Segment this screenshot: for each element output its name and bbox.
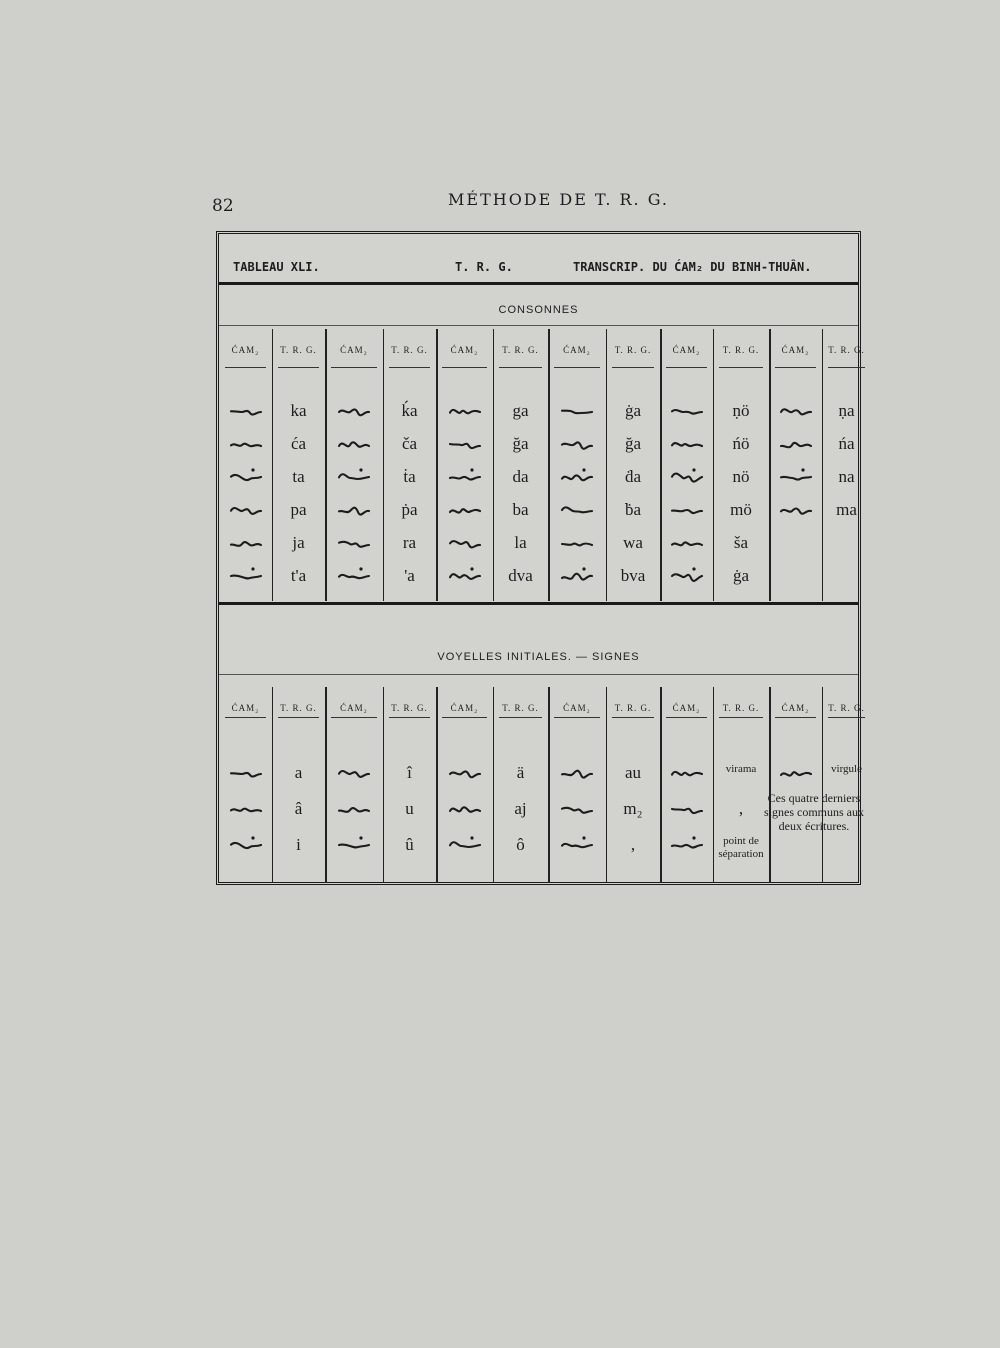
- cham-glyph-icon: [548, 399, 606, 422]
- trg-column: [606, 329, 660, 601]
- transcription-cell: da: [512, 467, 529, 486]
- cham-column-header: ĆAM₂: [781, 345, 810, 355]
- column-header-rule: [331, 367, 377, 368]
- transcription-cell: virgule: [831, 763, 862, 775]
- cham-glyph-icon: [436, 498, 493, 521]
- transcription-cell: ḋa: [624, 467, 642, 486]
- column-header-rule: [442, 367, 487, 368]
- cham-column-header: ĆAM₂: [340, 345, 368, 355]
- voyelles-heading: VOYELLES INITIALES. — SIGNES: [437, 651, 640, 663]
- cham-glyph-icon: [325, 531, 383, 554]
- transcription-cell: nö: [732, 467, 750, 486]
- column-header-rule: [719, 367, 763, 368]
- trg-column-header: T. R. G.: [391, 703, 428, 713]
- cham-glyph-icon: [325, 432, 383, 455]
- transcription-cell: ṇö: [732, 401, 750, 420]
- trg-column-header: T. R. G.: [614, 345, 652, 355]
- page-number: 82: [212, 196, 234, 216]
- tableau-header: [219, 234, 858, 285]
- cham-column: [769, 687, 822, 883]
- cham-column-header: ĆAM₂: [781, 703, 810, 713]
- transcription-cell: ča: [401, 434, 418, 453]
- transcription-cell: â: [294, 799, 303, 818]
- cham-column: [660, 329, 713, 601]
- cham-glyph-icon: [769, 498, 822, 521]
- column-header-rule: [666, 367, 707, 368]
- cham-column: [548, 329, 606, 601]
- transcription-cell: ńa: [838, 434, 855, 453]
- cham-column: [660, 687, 713, 883]
- cham-column-header: ĆAM₂: [563, 345, 591, 355]
- cham-glyph-icon: [769, 399, 822, 422]
- cham-column-header: ĆAM₂: [672, 703, 701, 713]
- cham-glyph-icon: [436, 564, 493, 587]
- transcription-cell: ṫa: [403, 467, 416, 486]
- trg-column: [822, 329, 871, 601]
- cham-glyph-icon: [548, 465, 606, 488]
- column-header-rule: [499, 717, 542, 718]
- cham-column-header: ĆAM₂: [340, 703, 368, 713]
- tableau-title: TABLEAU XLI.: [233, 260, 320, 274]
- column-header-rule: [389, 717, 430, 718]
- trg-column: [383, 329, 436, 601]
- trg-column: [493, 329, 548, 601]
- transcription-cell: ğa: [512, 434, 529, 453]
- cham-glyph-icon: [548, 564, 606, 587]
- column-header-rule: [612, 717, 654, 718]
- cham-glyph-icon: [219, 432, 272, 455]
- cham-glyph-icon: [548, 833, 606, 856]
- cham-column: [436, 687, 493, 883]
- transcription-cell: ḱa: [401, 401, 418, 420]
- cham-glyph-icon: [769, 761, 822, 784]
- column-header-rule: [612, 367, 654, 368]
- tableau-xli: [216, 231, 865, 885]
- voyelles-block: [219, 687, 865, 883]
- cham-column: [219, 687, 272, 883]
- trg-column: [272, 329, 325, 601]
- column-header-rule: [719, 717, 763, 718]
- transcription-cell: t'a: [290, 566, 307, 585]
- cham-glyph-icon: [660, 531, 713, 554]
- cham-glyph-icon: [436, 399, 493, 422]
- cham-glyph-icon: [660, 498, 713, 521]
- cham-glyph-icon: [219, 564, 272, 587]
- trg-column-header: T. R. G.: [722, 703, 760, 713]
- transcription-cell: ṗa: [401, 500, 418, 519]
- cham-column: [436, 329, 493, 601]
- cham-glyph-icon: [660, 564, 713, 587]
- transcription-cell: ša: [733, 533, 749, 552]
- cham-glyph-icon: [548, 498, 606, 521]
- cham-glyph-icon: [219, 797, 272, 820]
- cham-glyph-icon: [219, 761, 272, 784]
- cham-glyph-icon: [548, 761, 606, 784]
- cham-glyph-icon: [325, 761, 383, 784]
- column-header-rule: [499, 367, 542, 368]
- trg-column: [383, 687, 436, 883]
- cham-glyph-icon: [660, 833, 713, 856]
- transcription-cell: ra: [402, 533, 417, 552]
- cham-glyph-icon: [660, 797, 713, 820]
- cham-column: [769, 329, 822, 601]
- column-header-rule: [278, 367, 319, 368]
- transcription-cell: ta: [292, 467, 305, 486]
- running-head: MÉTHODE DE T. R. G.: [448, 190, 669, 209]
- cham-glyph-icon: [219, 531, 272, 554]
- section-divider: [219, 602, 858, 605]
- cham-column-header: ĆAM₂: [450, 703, 479, 713]
- trg-column-header: T. R. G.: [280, 345, 317, 355]
- consonnes-rule: [219, 325, 858, 326]
- column-header-rule: [225, 367, 266, 368]
- transcription-cell: aj: [514, 799, 527, 818]
- transcription-cell: ma: [836, 500, 857, 519]
- transcription-cell: dva: [508, 566, 533, 585]
- cham-column-header: ĆAM₂: [672, 345, 701, 355]
- transcription-cell: ,: [738, 799, 744, 818]
- cham-glyph-icon: [769, 432, 822, 455]
- tableau-method: T. R. G.: [455, 260, 513, 274]
- trg-column-header: T. R. G.: [828, 345, 865, 355]
- cham-column-header: ĆAM₂: [563, 703, 591, 713]
- cham-glyph-icon: [548, 531, 606, 554]
- trg-column: [713, 329, 769, 601]
- transcription-cell: ä: [516, 763, 525, 782]
- cham-glyph-icon: [660, 465, 713, 488]
- transcription-cell: ġa: [732, 566, 750, 585]
- cham-glyph-icon: [325, 399, 383, 422]
- cham-glyph-icon: [436, 833, 493, 856]
- transcription-cell: ḃa: [624, 500, 642, 519]
- cham-glyph-icon: [436, 432, 493, 455]
- transcription-cell: au: [624, 763, 642, 782]
- consonnes-heading: CONSONNES: [498, 304, 579, 316]
- column-header-rule: [775, 717, 816, 718]
- transcription-cell: pa: [290, 500, 307, 519]
- column-header-rule: [554, 367, 600, 368]
- cham-column-header: ĆAM₂: [231, 345, 260, 355]
- cham-glyph-icon: [219, 399, 272, 422]
- transcription-cell: bva: [620, 566, 646, 585]
- transcription-cell: ka: [290, 401, 307, 420]
- trg-column-header: T. R. G.: [280, 703, 317, 713]
- transcription-cell: i: [296, 835, 301, 854]
- cham-glyph-icon: [436, 465, 493, 488]
- transcription-cell: ġa: [624, 401, 642, 420]
- transcription-cell: ga: [512, 401, 529, 420]
- transcription-cell: u: [405, 799, 414, 818]
- transcription-cell: î: [407, 763, 412, 782]
- column-header-rule: [442, 717, 487, 718]
- cham-glyph-icon: [436, 797, 493, 820]
- transcription-cell: ńö: [732, 434, 750, 453]
- cham-column-header: ĆAM₂: [231, 703, 260, 713]
- cham-column-header: ĆAM₂: [450, 345, 479, 355]
- cham-glyph-icon: [219, 498, 272, 521]
- cham-glyph-icon: [219, 465, 272, 488]
- cham-glyph-icon: [219, 833, 272, 856]
- transcription-cell: point de séparation: [718, 835, 764, 860]
- column-header-rule: [278, 717, 319, 718]
- column-header-rule: [554, 717, 600, 718]
- transcription-cell: ô: [516, 835, 525, 854]
- cham-glyph-icon: [660, 432, 713, 455]
- cham-glyph-icon: [548, 797, 606, 820]
- transcription-cell: m₂: [623, 799, 643, 818]
- transcription-cell: mö: [730, 500, 752, 519]
- transcription-cell: ba: [512, 500, 529, 519]
- column-header-rule: [828, 717, 865, 718]
- cham-glyph-icon: [660, 399, 713, 422]
- transcription-cell: ,: [630, 835, 636, 854]
- cham-glyph-icon: [325, 564, 383, 587]
- trg-column: [606, 687, 660, 883]
- trg-column-header: T. R. G.: [828, 703, 865, 713]
- trg-column-header: T. R. G.: [502, 703, 539, 713]
- cham-glyph-icon: [548, 432, 606, 455]
- transcription-cell: a: [294, 763, 303, 782]
- transcription-cell: virama: [725, 763, 757, 775]
- cham-column: [219, 329, 272, 601]
- transcription-cell: ja: [292, 533, 305, 552]
- common-signs-note: Ces quatre derniers signes communs aux deux écritures.: [764, 791, 864, 833]
- cham-glyph-icon: [325, 498, 383, 521]
- column-header-rule: [775, 367, 816, 368]
- cham-glyph-icon: [769, 465, 822, 488]
- cham-glyph-icon: [325, 797, 383, 820]
- transcription-cell: la: [514, 533, 527, 552]
- column-header-rule: [331, 717, 377, 718]
- transcription-cell: na: [838, 467, 855, 486]
- tableau-subject: TRANSCRIP. DU ĆAM₂ DU BINH-THUÂN.: [573, 260, 812, 274]
- cham-glyph-icon: [436, 531, 493, 554]
- column-header-rule: [389, 367, 430, 368]
- trg-column-header: T. R. G.: [722, 345, 760, 355]
- transcription-cell: ṇa: [838, 401, 855, 420]
- column-header-rule: [225, 717, 266, 718]
- transcription-cell: wa: [623, 533, 643, 552]
- cham-column: [325, 687, 383, 883]
- cham-glyph-icon: [436, 761, 493, 784]
- transcription-cell: ća: [290, 434, 307, 453]
- trg-column-header: T. R. G.: [502, 345, 539, 355]
- trg-column: [272, 687, 325, 883]
- cham-glyph-icon: [325, 833, 383, 856]
- transcription-cell: 'a: [404, 566, 415, 585]
- column-header-rule: [828, 367, 865, 368]
- cham-column: [325, 329, 383, 601]
- trg-column-header: T. R. G.: [391, 345, 428, 355]
- cham-column: [548, 687, 606, 883]
- trg-column: [822, 687, 871, 883]
- column-header-rule: [666, 717, 707, 718]
- voyelles-rule: [219, 674, 858, 675]
- trg-column: [713, 687, 769, 883]
- trg-column-header: T. R. G.: [614, 703, 652, 713]
- cham-glyph-icon: [660, 761, 713, 784]
- consonnes-block: [219, 329, 865, 601]
- transcription-cell: û: [405, 835, 414, 854]
- cham-glyph-icon: [325, 465, 383, 488]
- transcription-cell: ğa: [624, 434, 642, 453]
- trg-column: [493, 687, 548, 883]
